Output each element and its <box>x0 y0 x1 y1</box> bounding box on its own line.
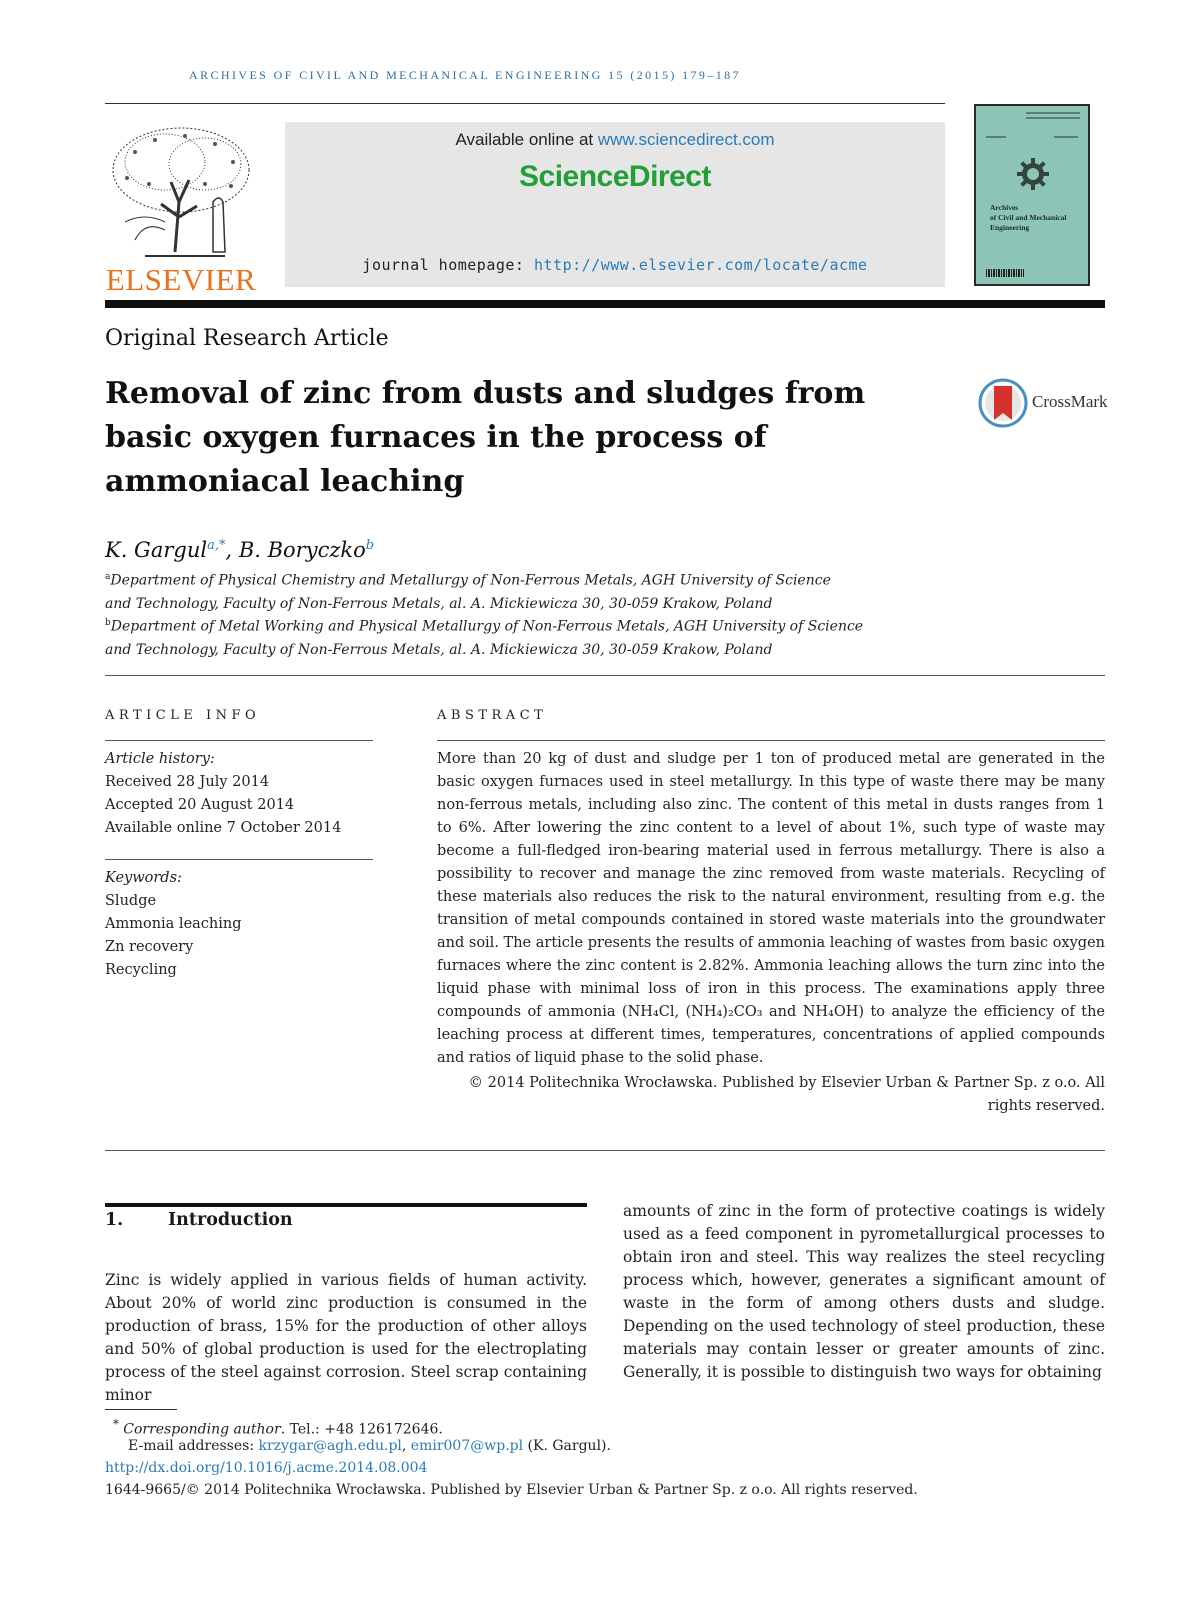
online-date: Available online 7 October 2014 <box>105 820 342 836</box>
gear-icon <box>1015 156 1051 192</box>
article-info-rule <box>105 740 373 741</box>
abstract-end-rule <box>105 1150 1105 1151</box>
keyword: Zn recovery <box>105 939 194 955</box>
header-rule <box>105 103 945 104</box>
crossmark-icon <box>978 378 1028 428</box>
affiliation-marker: b <box>105 618 111 628</box>
history-label: Article history: <box>105 751 215 767</box>
email-separator: , <box>401 1438 411 1454</box>
sciencedirect-link[interactable]: www.sciencedirect.com <box>597 130 775 149</box>
section-number: 1. <box>105 1210 124 1230</box>
cover-title-line: Archives <box>990 203 1019 212</box>
keyword: Sludge <box>105 893 157 909</box>
doi-link[interactable]: http://dx.doi.org/10.1016/j.acme.2014.08.004 <box>105 1460 428 1476</box>
cover-title-line: of Civil and Mechanical <box>990 213 1067 222</box>
abstract-rule <box>437 740 1105 741</box>
article-type: Original Research Article <box>105 326 389 351</box>
intro-column-left: Zinc is widely applied in various fields of human activity. About 20% of world zinc production is consumed in the production of brass, 15% for the production of other alloys and 50% of global production is used for the electroplating process of the steel against corrosion. Steel scrap containing minor <box>105 1271 587 1404</box>
keywords-rule <box>105 859 373 860</box>
crossmark-button[interactable] <box>978 378 1108 428</box>
cover-title <box>990 203 1086 233</box>
elsevier-logo <box>105 122 257 297</box>
issn-copyright: 1644-9665/© 2014 Politechnika Wrocławska. Published by Elsevier Urban & Partner Sp. z o.o. All rights reserved. <box>105 1482 918 1498</box>
author-name[interactable]: B. Boryczko <box>238 538 366 562</box>
keyword: Recycling <box>105 962 177 978</box>
header-thick-rule <box>105 300 1105 308</box>
cover-text-line <box>1054 136 1078 138</box>
email-link[interactable]: krzygar@agh.edu.pl <box>258 1438 402 1454</box>
homepage-prefix: journal homepage: <box>362 256 534 274</box>
keywords <box>105 867 242 982</box>
affiliation-text: Department of Physical Chemistry and Metallurgy of Non-Ferrous Metals, AGH University of Science <box>110 572 831 589</box>
journal-cover <box>974 104 1090 286</box>
author-affiliation-marker[interactable]: b <box>365 538 375 553</box>
intro-column-right: amounts of zinc in the form of protective coatings is widely used as a feed component in pyrometallurgical processes to obtain iron and steel. This way realizes the steel recycling process which, however, generates a significant amount of waste in the form of among others dusts and sludge. Depending on the used technology of steel production, these materials may contain lesser or greater amounts of zinc. Generally, it is possible to distinguish two ways for obtaining <box>623 1202 1105 1381</box>
journal-homepage <box>285 256 945 274</box>
cover-header-line <box>1026 112 1080 114</box>
email-addresses <box>128 1436 611 1456</box>
available-online <box>285 130 945 150</box>
footnote-rule <box>105 1409 177 1410</box>
available-prefix: Available online at <box>455 130 598 149</box>
elsevier-tree-icon <box>105 122 257 260</box>
article-title: Removal of zinc from dusts and sludges from basic oxygen furnaces in the process of ammoniacal leaching <box>105 376 866 499</box>
journal-homepage-link[interactable]: http://www.elsevier.com/locate/acme <box>533 256 868 274</box>
author-list <box>105 538 374 562</box>
barcode <box>986 269 1024 277</box>
affiliation <box>105 612 1005 662</box>
keywords-label: Keywords: <box>105 870 182 886</box>
corresponding-label: Corresponding author <box>123 1421 281 1438</box>
email-owner: (K. Gargul). <box>523 1438 611 1454</box>
cover-title-line: Engineering <box>990 223 1030 232</box>
affiliation-text: Department of Metal Working and Physical Metallurgy of Non-Ferrous Metals, AGH University of Science <box>110 618 864 635</box>
received-date: Received 28 July 2014 <box>105 774 270 790</box>
author-affiliation-marker[interactable]: a,* <box>207 538 226 553</box>
corresponding-phone: . Tel.: +48 126172646. <box>280 1421 443 1438</box>
cover-header-line <box>1026 117 1080 119</box>
section-title: Introduction <box>168 1210 293 1230</box>
affiliation-marker: a <box>105 572 111 582</box>
accepted-date: Accepted 20 August 2014 <box>105 797 295 813</box>
abstract-copyright <box>437 1072 1105 1118</box>
chemical-formulas: NH₄Cl, (NH₄)₂CO₃ and NH₄OH <box>627 1004 859 1020</box>
cover-text-line <box>986 136 1006 138</box>
abstract-text <box>437 748 1105 1070</box>
affiliation-rule <box>105 675 1105 676</box>
elsevier-wordmark: ELSEVIER <box>105 262 257 297</box>
article-history <box>105 748 341 840</box>
crossmark-label: CrossMark <box>1032 392 1108 411</box>
article-info-heading: ARTICLE INFO <box>105 708 261 723</box>
copyright-line: © 2014 Politechnika Wrocławska. Published by Elsevier Urban & Partner Sp. z o.o. All <box>468 1075 1105 1091</box>
sciencedirect-brand: ScienceDirect <box>519 160 711 193</box>
abstract-text-part: ) to analyze the efficiency of the leaching process at different times, temperatures, concentrations of applied compounds and ratios of liquid phase to the solid phase. <box>437 1004 1105 1066</box>
sciencedirect-banner <box>285 122 945 287</box>
doi-line <box>105 1458 427 1478</box>
author-separator: , <box>225 538 239 562</box>
keyword: Ammonia leaching <box>105 916 242 932</box>
footnote-marker: * <box>113 1417 119 1431</box>
abstract-text-part: More than 20 kg of dust and sludge per 1 ton of produced metal are generated in the basic oxygen furnaces used in steel metallurgy. In this type of waste there may be many non-ferrous metals, including also zinc. The content of this metal in dusts ranges from 1 to 6%. After lowering the zinc content to a level of about 1%, such type of waste may become a full-fledged iron-bearing material used in ferrous metallurgy. There is also a possibility to recover and manage the zinc removed from waste materials. Recycling of these materials also reduces the risk to the natural environment, resulting from e.g. the transition of metal compounds contained in stored waste materials into the groundwater and soil. The article presents the results of ammonia leaching of wastes from basic oxygen furnaces where the zinc content is 2.82%. Ammonia leaching allows the turn zinc into the liquid phase with minimal loss of iron in this process. The examinations apply three compounds of ammonia ( <box>437 751 1106 1020</box>
section-rule <box>105 1203 587 1207</box>
affiliation <box>105 566 1005 616</box>
email-label: E-mail addresses: <box>128 1438 259 1454</box>
abstract-heading: ABSTRACT <box>437 708 548 723</box>
affiliation-text: and Technology, Faculty of Non-Ferrous Metals, al. A. Mickiewicza 30, 30-059 Krakow, Poland <box>105 641 773 658</box>
author-name[interactable]: K. Gargul <box>105 538 208 562</box>
email-link[interactable]: emir007@wp.pl <box>410 1438 524 1454</box>
affiliation-text: and Technology, Faculty of Non-Ferrous Metals, al. A. Mickiewicza 30, 30-059 Krakow, Poland <box>105 595 773 612</box>
running-head: ARCHIVES OF CIVIL AND MECHANICAL ENGINEERING 15 (2015) 179–187 <box>189 68 741 82</box>
copyright-line: rights reserved. <box>987 1098 1105 1114</box>
